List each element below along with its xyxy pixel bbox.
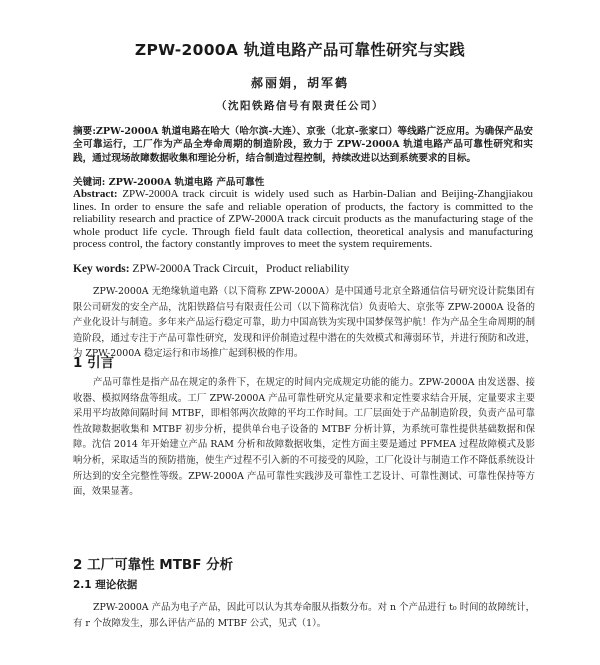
keywords-en (73, 263, 533, 276)
paper-authors: 郝丽娟，胡军鹤 (250, 76, 349, 90)
keywords-cn-label: 关键词: (73, 177, 106, 188)
keywords-cn-text: ZPW-2000A 轨道电路 产品可靠性 (108, 177, 265, 188)
section-2-1-paragraph: ZPW-2000A 产品为电子产品，因此可以认为其寿命服从指数分布。对 n 个产品进行 t₀ 时间的故障统计，有 r 个故障发生，那么评估产品的 MTBF 公式，见式（1）。 (73, 602, 535, 629)
section-2-1-heading: 2.1 理论依据 (73, 579, 138, 591)
keywords-en-text: ZPW-2000A Track Circuit，Product reliability (132, 263, 350, 275)
abstract-en-label: Abstract: (73, 188, 118, 200)
paper-affiliation: （沈阳铁路信号有限责任公司） (216, 100, 384, 112)
section-1-heading: 1 引言 (73, 355, 115, 371)
abstract-cn-text: ZPW-2000A 轨道电路在哈大（哈尔滨-大连）、京张（北京-张家口）等线路广泛应用。为确保产品安全可靠运行，工厂作为产品全寿命周期的制造阶段，致力于 ZPW-2000A 轨道电路产品可靠性研究和实践，通过现场故障数据收集和理论分析，结合制造过程控制，持续改进以达到系统要求的目标。 (73, 126, 533, 164)
paper-title: ZPW-2000A 轨道电路产品可靠性研究与实践 (134, 41, 466, 59)
keywords-en-label: Key words: (73, 263, 130, 275)
section-2-heading: 2 工厂可靠性 MTBF 分析 (73, 557, 234, 573)
abstract-cn-label: 摘要: (73, 126, 96, 137)
section-1-paragraph: 产品可靠性是指产品在规定的条件下，在规定的时间内完成规定功能的能力。ZPW-2000A 由发送器、接收器、模拟网络盘等组成。工厂 ZPW-2000A 产品可靠性研究从定量要求和定性要求结合开展，定量要求主要采用平均故障间隔时间 MTBF，即相邻两次故障的平均工作时间。工厂层面处于产品制造阶段，负责产品可靠性故障数据收集和 MTBF 初步分析，提供单台电子设备的 MTBF 分析计算，为系统可靠性提供基础数据和保障。沈信 2014 年开始建立产品 RAM 分析和故障数据收集，定性方面主要是通过 PFMEA 过程故障模式及影响分析，采取适当的预防措施，使生产过程不引入新的不可接受的风险，工厂化设计与制造工作不降低系统设计所达到的安全完整性等级。ZPW-2000A 产品可靠性实践涉及可靠性工艺设计、可靠性测试、可靠性保持等方面，效果显著。 (73, 377, 535, 498)
abstract-cn (73, 125, 533, 165)
abstract-en (73, 188, 533, 251)
intro-paragraph: ZPW-2000A 无绝缘轨道电路（以下简称 ZPW-2000A）是中国通号北京全路通信信号研究设计院集团有限公司研发的安全产品，沈阳铁路信号有限责任公司（以下简称沈信）负责哈大、京张等 ZPW-2000A 设备的产业化设计与制造。多年来产品运行稳定可靠，助力中国高铁为实现中国梦保驾护航！作为产品全生命周期的制造阶段，通过专注于产品可靠性研究，发现和评价制造过程中潜在的失效模式和薄弱环节，并进行预防和改进，为 ZPW-2000A 稳定运行和市场推广起到积极的作用。 (73, 286, 535, 360)
abstract-en-text: ZPW-2000A track circuit is widely used such as Harbin-Dalian and Beijing-Zhangjiakou lines. In order to ensure the safe and reliable operation of products, the factory is committed to the reliability research and practice of ZPW-2000A track circuit products as the manufacturing stage of the whole product life cycle. Through field fault data collection, theoretical analysis and manufacturing process control, the factory constantly improves to meet the system requirements. (73, 188, 534, 251)
